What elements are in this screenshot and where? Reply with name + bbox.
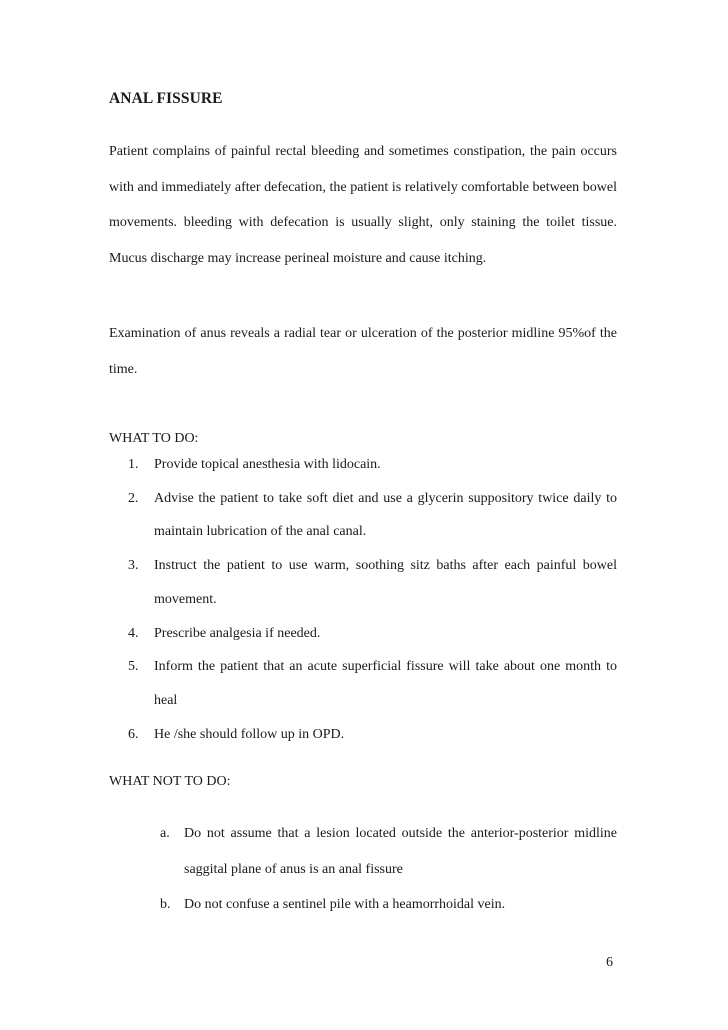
list-item-text: Inform the patient that an acute superficial fissure will take about one month to heal [154,659,617,708]
page-number: 6 [606,955,613,970]
what-to-do-list [128,448,617,751]
list-item-text: Instruct the patient to use warm, soothing sitz baths after each painful bowel movement. [154,558,617,607]
list-item [128,718,617,752]
examination-paragraph: Examination of anus reveals a radial tear or ulceration of the posterior midline 95%of the time. [109,326,617,377]
list-item [128,650,617,717]
list-marker: 5. [128,659,139,675]
what-to-do-heading: WHAT TO DO: [109,431,199,446]
list-item [128,448,617,482]
list-item-text: Advise the patient to take soft diet and use a glycerin suppository twice daily to maintain lubrication of the anal canal. [154,490,617,540]
list-item-text: Do not confuse a sentinel pile with a heamorrhoidal vein. [184,897,506,912]
list-marker: 2. [128,490,139,506]
list-item-text: He /she should follow up in OPD. [154,726,345,742]
list-item [128,549,617,616]
list-item [160,887,617,923]
what-not-to-do-list [160,816,628,923]
list-item-text: Provide topical anesthesia with lidocain. [154,457,381,472]
list-marker: 1. [128,457,139,472]
document-title: ANAL FISSURE [109,90,223,107]
list-item-text: Do not assume that a lesion located outside the anterior-posterior midline saggital plane of anus is an anal fissure [184,826,628,877]
list-marker: 3. [128,558,139,574]
list-marker: a. [160,826,170,841]
symptoms-paragraph: Patient complains of painful rectal bleeding and sometimes constipation, the pain occurs with and immediately after defecation, the patient is relatively comfortable between bowel movements. bleeding with defecation is usually slight, only staining the toilet tissue. Mucus discharge may increase perineal moisture and cause itching. [109,144,617,266]
list-marker: 6. [128,726,139,742]
list-item [128,617,617,651]
list-marker: b. [160,897,171,912]
list-marker: 4. [128,625,139,641]
list-item-text: Prescribe analgesia if needed. [154,625,321,641]
list-item [128,482,617,549]
what-not-to-do-heading: WHAT NOT TO DO: [109,774,231,789]
list-item [160,816,628,887]
